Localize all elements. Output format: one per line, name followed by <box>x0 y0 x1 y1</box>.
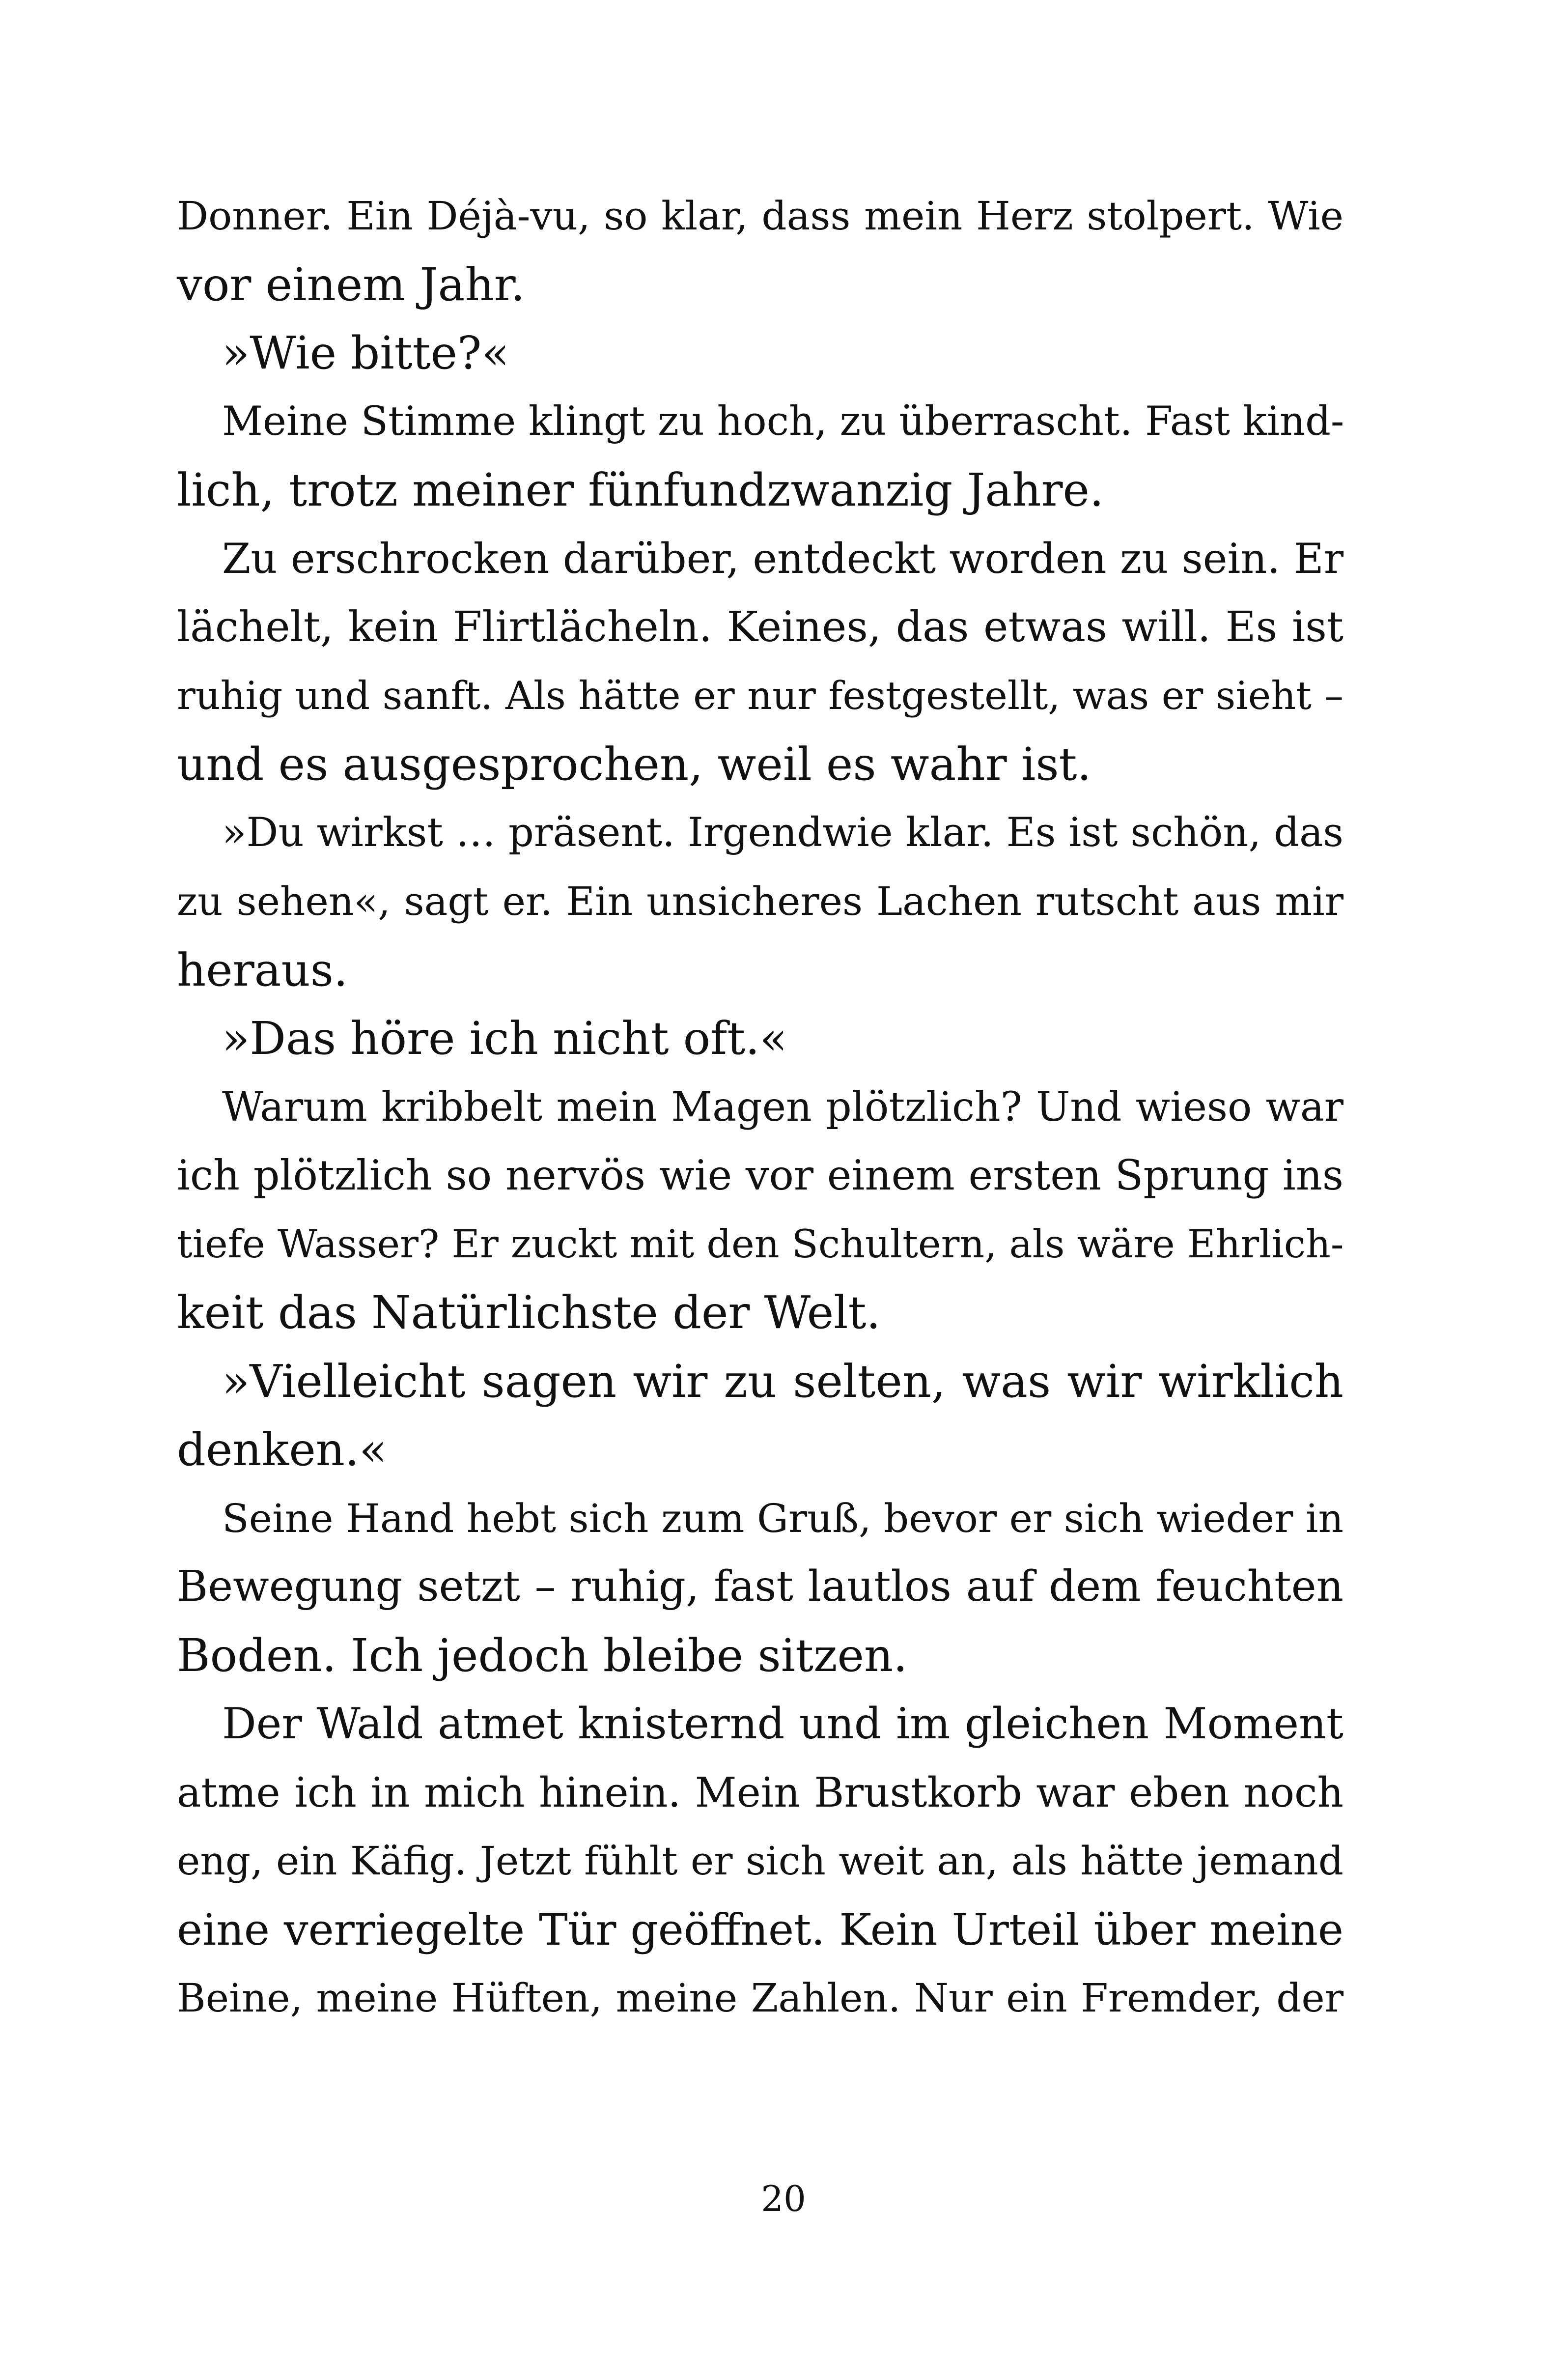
text-line: lich, trotz meiner fünfundzwanzig Jahre. <box>177 464 1104 516</box>
text-line: Bewegung setzt – ruhig, fast lautlos auf dem feuchten <box>177 1562 1343 1611</box>
body-text <box>177 182 1343 2033</box>
text-line: lächelt, kein Flirtlächeln. Keines, das etwas will. Es ist <box>177 603 1343 652</box>
text-line: ich plötzlich so nervös wie vor einem ersten Sprung ins <box>177 1151 1343 1199</box>
text-line: eng, ein Käfig. Jetzt fühlt er sich weit an, als hätte jemand <box>177 1838 1343 1884</box>
text-line: Der Wald atmet knisternd und im gleichen Moment <box>222 1699 1343 1749</box>
text-line: Meine Stimme klingt zu hoch, zu überrascht. Fast kind- <box>222 398 1344 445</box>
page-number: 20 <box>761 2178 806 2219</box>
text-line: vor einem Jahr. <box>177 258 525 311</box>
text-line: tiefe Wasser? Er zuckt mit den Schultern, als wäre Ehrlich- <box>177 1221 1344 1267</box>
text-line: Donner. Ein Déjà-vu, so klar, dass mein Herz stolpert. Wie <box>177 193 1343 239</box>
text-line: heraus. <box>177 943 348 996</box>
text-line: atme ich in mich hinein. Mein Brustkorb war eben noch <box>177 1768 1343 1816</box>
text-line: Beine, meine Hüften, meine Zahlen. Nur ein Fremder, der <box>177 1975 1343 2021</box>
text-line: »Vielleicht sagen wir zu selten, was wir wirklich <box>222 1355 1343 1408</box>
text-line: keit das Natürlichste der Welt. <box>177 1286 881 1339</box>
text-line: »Wie bitte?« <box>222 327 509 379</box>
text-line: und es ausgesprochen, weil es wahr ist. <box>177 738 1091 791</box>
text-line: denken.« <box>177 1423 387 1476</box>
text-line: »Das höre ich nicht oft.« <box>222 1012 787 1065</box>
text-line: Zu erschrocken darüber, entdeckt worden zu sein. Er <box>222 534 1343 583</box>
text-line: eine verriegelte Tür geöffnet. Kein Urteil über meine <box>177 1904 1343 1955</box>
text-line: Boden. Ich jedoch bleibe sitzen. <box>177 1629 908 1682</box>
text-line: Warum kribbelt mein Magen plötzlich? Und wieso war <box>222 1083 1343 1131</box>
text-line: »Du wirkst … präsent. Irgendwie klar. Es ist schön, das <box>222 809 1343 856</box>
text-line: ruhig und sanft. Als hätte er nur festgestellt, was er sieht – <box>177 673 1343 718</box>
text-line: Seine Hand hebt sich zum Gruß, bevor er sich wieder in <box>222 1495 1343 1541</box>
text-line: zu sehen«, sagt er. Ein unsicheres Lachen rutscht aus mir <box>177 878 1343 924</box>
